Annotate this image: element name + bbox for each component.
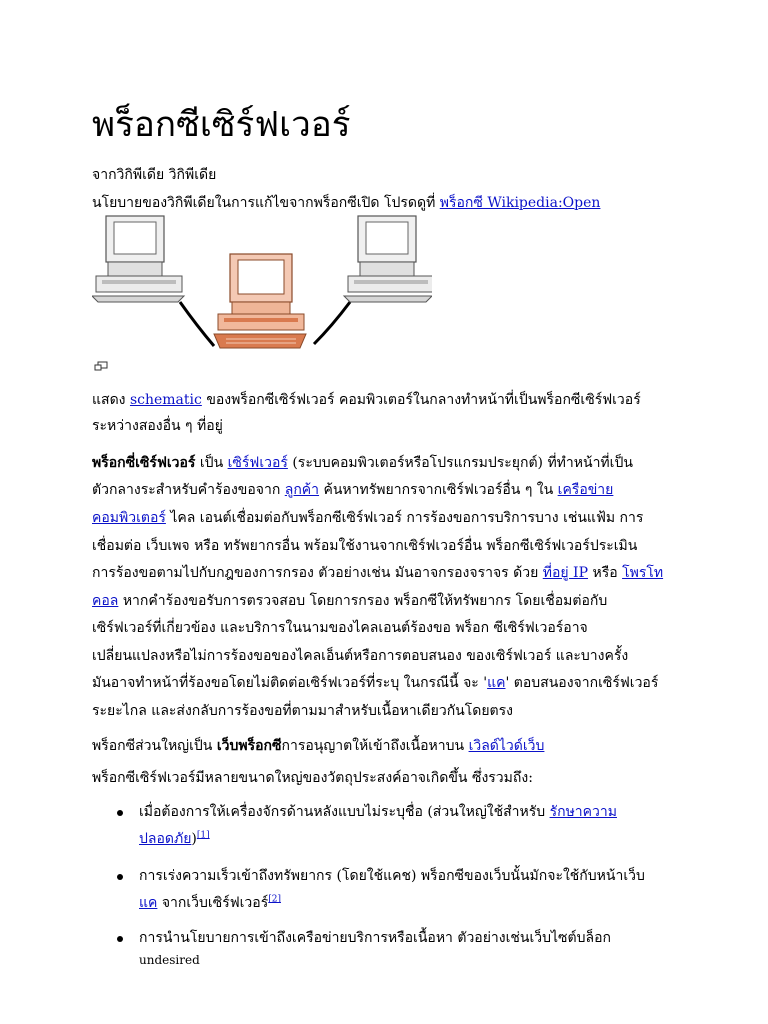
cache-link-2[interactable]: แค [139,895,158,911]
p1-text: หากคำร้องขอรับการตรวจสอบ โดยการกรอง พร็อกซีให้ทรัพยากร โดยเชื่อมต่อกับ [122,593,608,609]
p1-line-2 [92,480,613,500]
ref-1-link[interactable]: [1] [196,830,210,841]
policy-link[interactable]: พร็อกซี Wikipedia:Open [439,195,601,211]
bullet-1-line-2 [139,829,210,849]
p1-text: ' ตอบสนองจากเซิร์ฟเวอร์ [505,675,659,691]
p1-line-9 [92,673,658,693]
client-computer-left-icon [92,216,184,302]
bullet-text: ) [191,831,197,847]
protocol-link-cont[interactable]: คอล [92,593,119,609]
page-title: พร็อกซีเซิร์ฟเวอร์ [92,105,351,145]
p1-line-4: เชื่อมต่อ เว็บเพจ หรือ ทรัพยากรอื่น พร้อมใช้งานจากเซิร์ฟเวอร์อื่น พร็อกซีเซิร์ฟเวอร์ประเมิน [92,538,638,554]
ref-2-link[interactable]: [2] [268,894,281,905]
p2-text: พร็อกซีส่วนใหญ่เป็น [92,738,213,754]
bullet-text: เมื่อต้องการให้เครื่องจักรด้านหลังแบบไม่ระบุชื่อ (ส่วนใหญ่ใช้สำหรับ [139,804,546,820]
cache-link[interactable]: แค [487,675,506,691]
bullet-3-line-1: การนำนโยบายการเข้าถึงเครือข่ายบริการหรือเนื้อหา ตัวอย่างเช่นเว็บไซต์บล็อก [139,930,611,946]
bullet-text: จากเว็บเซิร์ฟเวอร์ [161,895,269,911]
bullet-2-line-1: การเร่งความเร็วเข้าถึงทรัพยากร (โดยใช้แคช) พร็อกซีของเว็บนั้นมักจะใช้กับหน้าเว็บ [139,868,645,884]
proxy-server-computer-icon [214,254,306,348]
caption-text: แสดง [92,392,126,408]
p2-text: การอนุญาตให้เข้าถึงเนื้อหาบน [281,738,465,754]
client-link[interactable]: ลูกค้า [284,482,320,498]
p1-line-5 [92,563,663,583]
computer-link[interactable]: คอมพิวเตอร์ [92,510,166,526]
caption-line-2: ระหว่างสองอื่น ๆ ที่อยู่ [92,418,223,434]
client-computer-right-icon [344,216,432,302]
p1-line-8: เปลี่ยนแปลงหรือไม่การร้องขอของไคลเอ็นต์หรือการตอบสนอง ของเซิร์ฟเวอร์ และบางครั้ง [92,648,629,664]
term-bold: พร็อกซี่เซิร์ฟเวอร์ [92,455,196,471]
p2-line [92,736,544,756]
policy-note [92,193,600,213]
bullet-3-line-2: undesired [139,953,200,967]
www-link[interactable]: เวิลด์ไวด์เว็บ [468,738,545,754]
web-proxy-bold: เว็บพร็อกซี [216,738,282,754]
p1-line-10: ระยะไกล และส่งกลับการร้องขอที่ตามมาสำหรับเนื้อหาเดียวกันโดยตรง [92,703,513,719]
enlarge-icon[interactable] [94,361,108,371]
p3-line: พร็อกซีเซิร์ฟเวอร์มีหลายขนาดใหญ่ของวัตถุประสงค์อาจเกิดขึ้น ซึ่งรวมถึง: [92,770,533,786]
p1-text: หรือ [592,565,618,581]
proxy-schematic-image[interactable] [92,214,432,354]
network-link[interactable]: เครือข่าย [557,482,614,498]
source-line: จากวิกิพีเดีย วิกิพีเดีย [92,167,217,183]
p1-line-6 [92,591,607,611]
p1-line-1 [92,453,633,473]
bullet-1-line-1 [139,802,617,822]
security-link[interactable]: รักษาความ [549,804,617,820]
p1-text: เป็น [199,455,224,471]
bullet-marker [117,810,123,816]
p1-text: มันอาจทำหน้าที่ร้องขอโดยไม่ติดต่อเซิร์ฟเวอร์ที่ระบุ ในกรณีนี้ จะ ' [92,675,488,691]
connection-line-left [180,302,214,346]
schematic-link[interactable]: schematic [129,392,202,408]
bullet-marker [117,936,123,942]
p1-text: การร้องขอตามไปกับกฎของการกรอง ตัวอย่างเช่น มันอาจกรองจราจร ด้วย [92,565,539,581]
p1-text: ค้นหาทรัพยากรจากเซิร์ฟเวอร์อื่น ๆ ใน [323,482,554,498]
policy-text: นโยบายของวิกิพีเดียในการแก้ไขจากพร็อกซีเปิด โปรดดูที่ [92,195,436,211]
security-link-cont[interactable]: ปลอดภัย [139,831,192,847]
p1-line-7: เซิร์ฟเวอร์ที่เกี่ยวข้อง และบริการในนามของไคลเอนต์ร้องขอ พร็อก ซีเซิร์ฟเวอร์อาจ [92,620,588,636]
bullet-2-line-2 [139,893,281,913]
p1-text: (ระบบคอมพิวเตอร์หรือโปรแกรมประยุกต์) ที่ทำหน้าที่เป็น [292,455,633,471]
bullet-marker [117,874,123,880]
protocol-link[interactable]: โพรโท [622,565,664,581]
caption-text: ของพร็อกซีเซิร์ฟเวอร์ คอมพิวเตอร์ในกลางทำหน้าที่เป็นพร็อกซีเซิร์ฟเวอร์ [206,392,641,408]
p1-line-3 [92,508,643,528]
ip-address-link[interactable]: ที่อยู่ IP [542,565,589,581]
caption-line-1 [92,390,641,410]
p1-text: ไคล เอนต์เชื่อมต่อกับพร็อกซีเซิร์ฟเวอร์ การร้องขอการบริการบาง เช่นแฟ้ม การ [170,510,644,526]
server-link[interactable]: เซิร์ฟเวอร์ [227,455,288,471]
connection-line-right [314,302,350,344]
p1-text: ตัวกลางระสำหรับคำร้องขอจาก [92,482,281,498]
